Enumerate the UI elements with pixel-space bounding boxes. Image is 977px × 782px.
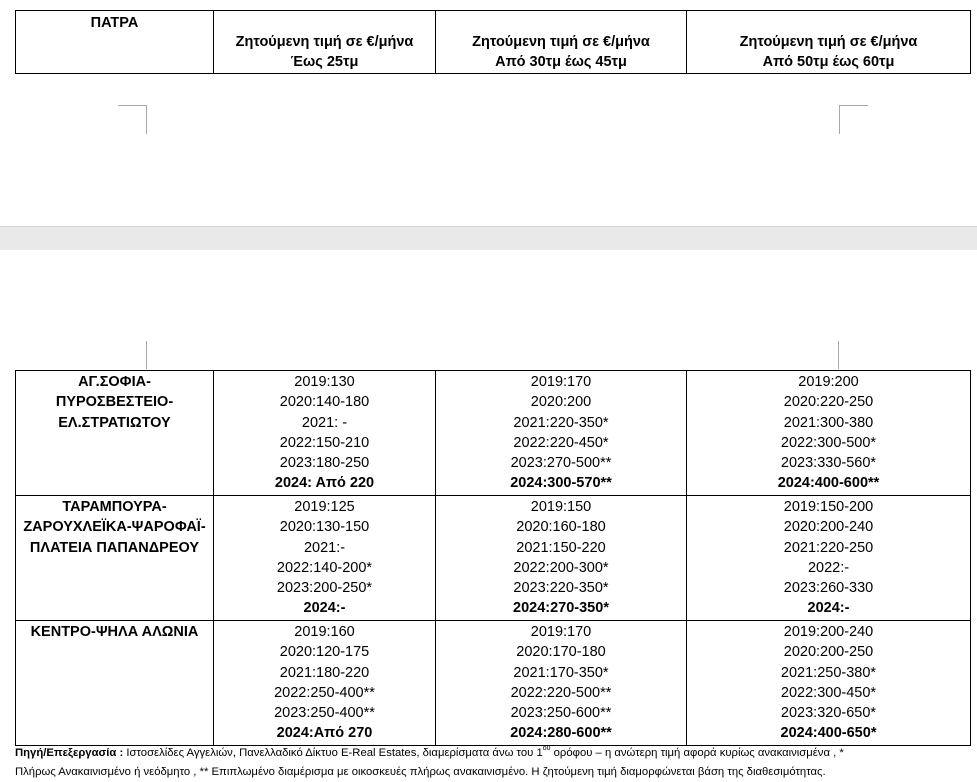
table-row (16, 496, 971, 621)
margin-corner-mark (118, 105, 147, 134)
price-cell: 2019:150 2020:160-180 2021:150-220 2022:200-300* 2023:220-350* 2024:270-350* (436, 496, 687, 621)
price-cell: 2019:170 2020:200 2021:220-350* 2022:220-450* 2023:270-500** 2024:300-570** (436, 371, 687, 496)
area-name: ΤΑΡΑΜΠΟΥΡΑ- ΖΑΡΟΥΧΛΕΪΚΑ-ΨΑΡΟΦΑΪ- ΠΛΑΤΕΙΑ ΠΑΠΑΝΔΡΕΟΥ (16, 496, 214, 621)
table-row (16, 371, 971, 496)
page-break-gap (0, 226, 977, 252)
margin-corner-mark (839, 105, 868, 134)
column-header-50-60: Ζητούμενη τιμή σε €/μήνα Από 50τμ έως 60τμ (687, 11, 971, 74)
table-row (16, 621, 971, 746)
area-name: ΑΓ.ΣΟΦΙΑ- ΠΥΡΟΣΒΕΣΤΕΙΟ- ΕΛ.ΣΤΡΑΤΙΩΤΟΥ (16, 371, 214, 496)
price-table (15, 370, 971, 746)
header-table (15, 10, 971, 74)
source-footnote: Πηγή/Επεξεργασία : Ιστοσελίδες Αγγελιών, Πανελλαδικό Δίκτυο E-Real Estates, διαμερίσματα άνω του $1^{o\upsilon}$ ορόφου – η ανώτερη τιμή αφορά κυρίως ανακαινισμένα , * Πλήρως Ανακαινισμένο ή νεόδμητο , ** Επιπλωμένο διαμέρισμα με οικοσκευές πλήρως ανακαινισμένο. Η ζητούμενη τιμή διαμορφώνεται βάση της διαθεσιμότητας. (15, 745, 844, 778)
margin-corner-mark (146, 341, 147, 369)
area-name: ΚΕΝΤΡΟ-ΨΗΛΑ ΑΛΩΝΙΑ (16, 621, 214, 746)
price-cell: 2019:200-240 2020:200-250 2021:250-380* 2022:300-450* 2023:320-650* 2024:400-650* (687, 621, 971, 746)
price-cell: 2019:150-200 2020:200-240 2021:220-250 2022:- 2023:260-330 2024:- (687, 496, 971, 621)
city-header: ΠΑΤΡΑ (16, 11, 214, 74)
footnote-label: Πηγή/Επεξεργασία : (15, 747, 124, 759)
price-cell: 2019:125 2020:130-150 2021:- 2022:140-200* 2023:200-250* 2024:- (214, 496, 436, 621)
column-header-up-to-25: Ζητούμενη τιμή σε €/μήνα Έως 25τμ (214, 11, 436, 74)
price-cell: 2019:160 2020:120-175 2021:180-220 2022:250-400** 2023:250-400** 2024:Από 270 (214, 621, 436, 746)
price-cell: 2019:200 2020:220-250 2021:300-380 2022:300-500* 2023:330-560* 2024:400-600** (687, 371, 971, 496)
margin-corner-mark (838, 341, 839, 369)
column-header-30-45: Ζητούμενη τιμή σε €/μήνα Από 30τμ έως 45τμ (436, 11, 687, 74)
price-cell: 2019:130 2020:140-180 2021: - 2022:150-210 2023:180-250 2024: Από 220 (214, 371, 436, 496)
price-cell: 2019:170 2020:170-180 2021:170-350* 2022:220-500** 2023:250-600** 2024:280-600** (436, 621, 687, 746)
